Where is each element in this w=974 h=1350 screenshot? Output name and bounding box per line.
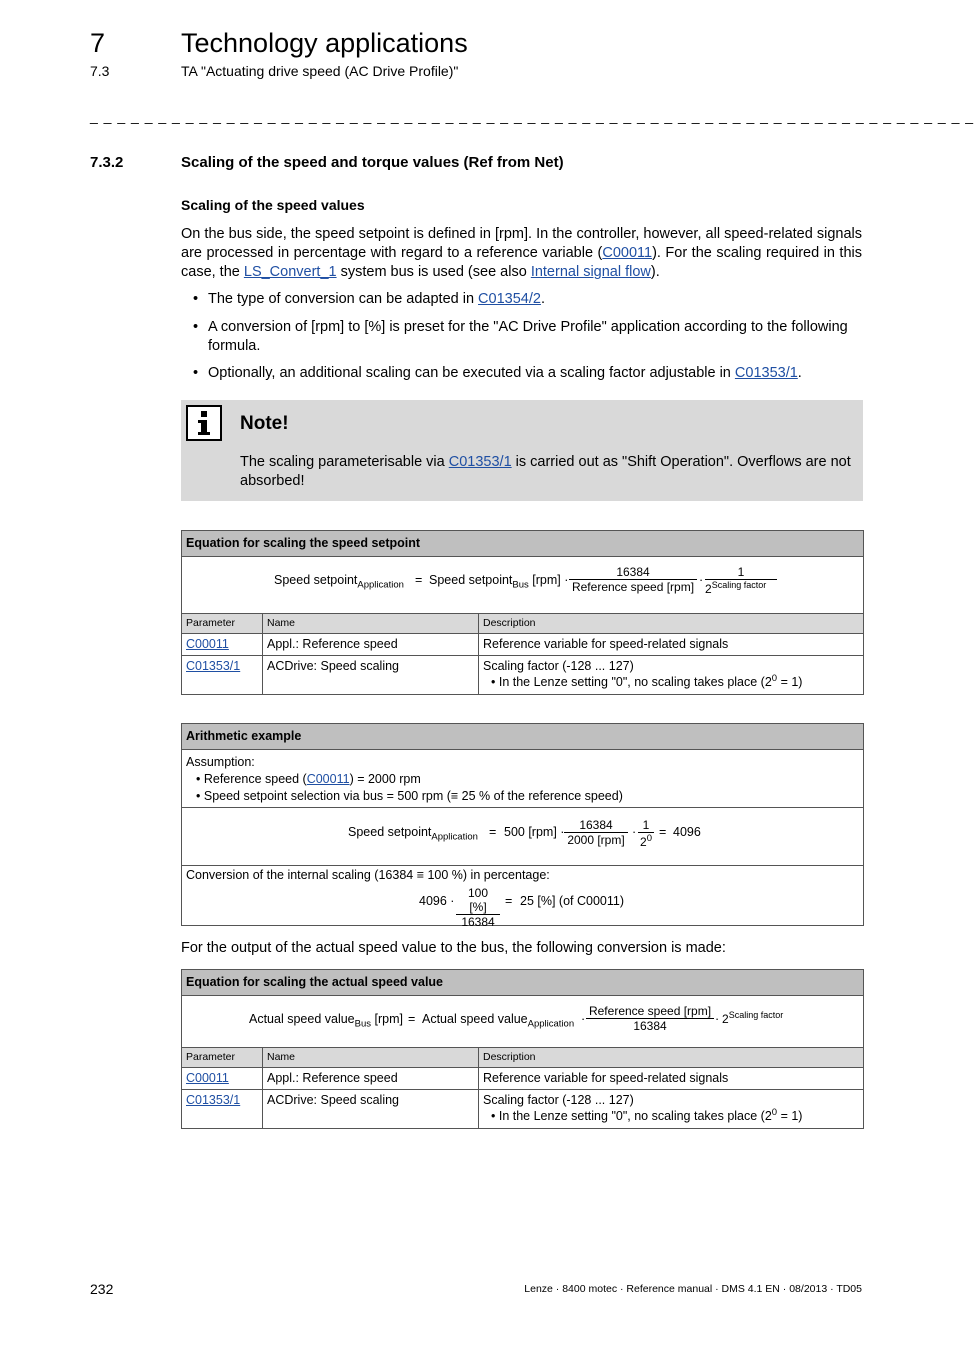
bullet-dot: •	[193, 365, 199, 381]
output-paragraph: For the output of the actual speed value to the bus, the following conversion is made:	[181, 940, 726, 956]
header-cell: Description	[479, 1048, 864, 1068]
denominator: Reference speed [rpm]	[571, 580, 695, 594]
lhs-unit: [rpm]	[374, 1012, 403, 1026]
bullet-text: Optionally, an additional scaling can be executed via a scaling factor adjustable in	[208, 365, 735, 381]
denominator-base: 2	[640, 835, 647, 849]
bullet-text: The type of conversion can be adapted in	[208, 291, 479, 307]
chapter-number: 7	[90, 28, 106, 58]
table-row	[182, 1068, 863, 1090]
rhs-text: Speed setpoint	[429, 573, 513, 587]
rhs-unit: [rpm] ·	[532, 573, 569, 587]
dot-operator: ·	[715, 1012, 720, 1026]
note-text	[240, 453, 852, 491]
example-formula	[182, 808, 863, 866]
fraction-1	[564, 818, 628, 847]
intro-text-3: system bus is used (see also	[336, 264, 531, 280]
fraction-2	[638, 818, 654, 849]
denominator-exponent: 0	[646, 833, 652, 844]
subsection-number: 7.3.2	[90, 154, 124, 171]
denominator-exponent: Scaling factor	[711, 580, 767, 590]
scaling-power	[722, 1010, 783, 1026]
header-cell: Parameter	[182, 1048, 263, 1068]
formula-lhs	[249, 1012, 403, 1030]
denominator: 16384	[633, 1019, 667, 1033]
parameter-table	[182, 614, 863, 694]
header-cell: Name	[263, 1048, 479, 1068]
intro-text-4: ).	[650, 264, 660, 280]
link-c01353-1[interactable]: C01353/1	[448, 454, 512, 470]
link-c00011[interactable]: C00011	[186, 1071, 229, 1085]
formula-rhs	[429, 573, 568, 591]
desc-bullet: • In the Lenze setting "0", no scaling takes place $(2^0 = 1)$	[491, 673, 803, 690]
desc-bullet-end: = 1)	[777, 675, 803, 690]
intro-text-2: ). For the scaling required in this case, the	[181, 245, 862, 280]
lhs-sub: Bus	[354, 1018, 372, 1030]
power-exponent: Scaling factor	[728, 1010, 784, 1020]
speed-setpoint-table	[181, 530, 864, 695]
rhs-sub: Bus	[512, 579, 529, 591]
lhs-sub: Application	[431, 831, 478, 843]
formula	[182, 557, 863, 614]
rhs-sub: Application	[527, 1018, 575, 1030]
bullet-dot: •	[193, 319, 199, 335]
equals-sign: =	[415, 573, 423, 587]
arithmetic-example-table	[181, 723, 864, 929]
name-cell: ACDrive: Speed scaling	[263, 656, 479, 695]
param-cell	[182, 1068, 263, 1090]
lhs-text: Actual speed value	[249, 1012, 355, 1026]
note-title: Note!	[240, 413, 289, 434]
header-separator: _ _ _ _ _ _ _ _ _ _ _ _ _ _ _ _ _ _ _ _ _ _ _ _ _ _ _ _ _ _ _ _ _ _ _ _ _ _ _ _ _ _ _ _ _ _ _ _ _ _ _ _ _ _ _ _ _ _ _ _ _ _ _ _ _	[90, 108, 974, 124]
formula	[182, 996, 863, 1048]
link-c00011[interactable]: C00011	[186, 637, 229, 651]
conversion-fraction	[456, 886, 500, 929]
exponent: 0	[771, 1107, 778, 1118]
link-ls-convert[interactable]: LS_Convert_1	[243, 264, 337, 280]
lhs-text: Speed setpoint	[348, 825, 432, 839]
link-internal-signal-flow[interactable]: Internal signal flow	[530, 264, 651, 280]
table-row	[182, 656, 863, 695]
assumption-bullet: • Speed setpoint selection via bus = 500 rpm (≡ 25 % of the reference speed)	[196, 789, 623, 803]
param-cell	[182, 1090, 263, 1129]
table-header-row	[182, 1048, 863, 1068]
denominator: 2000 [rpm]	[567, 833, 625, 847]
header-cell: Parameter	[182, 614, 263, 634]
chapter-title: Technology applications	[181, 28, 468, 58]
desc-cell	[479, 1090, 864, 1129]
desc-line: Scaling factor (-128 ... 127)	[483, 659, 634, 673]
numerator: Reference speed [rpm]	[586, 1004, 714, 1019]
formula-value: 500 [rpm] ·	[504, 825, 565, 839]
numerator: 16384	[569, 565, 697, 580]
equals-sign: =	[408, 1012, 416, 1026]
formula-rhs	[422, 1012, 574, 1030]
link-c01353-1[interactable]: C01353/1	[186, 1093, 241, 1107]
link-c01353-1[interactable]: C01353/1	[734, 365, 798, 381]
name-cell: Appl.: Reference speed	[263, 1068, 479, 1090]
subheading: Scaling of the speed values	[181, 197, 365, 213]
link-c00011[interactable]: C00011	[602, 245, 653, 261]
equals-sign: =	[505, 894, 513, 908]
table-row	[182, 1090, 863, 1129]
info-icon	[186, 405, 222, 441]
dot-operator: ·	[699, 573, 704, 587]
actual-speed-table	[181, 969, 864, 1129]
subsection-title: Scaling of the speed and torque values (Ref from Net)	[181, 154, 564, 171]
conversion-value: 4096 ·	[419, 894, 455, 908]
bullet-dot: •	[193, 291, 199, 307]
lhs-text: Speed setpoint	[274, 573, 358, 587]
conversion-text: Conversion of the internal scaling (16384 ≡ 100 %) in percentage:	[186, 868, 550, 882]
table-header-row	[182, 614, 863, 634]
name-cell: ACDrive: Speed scaling	[263, 1090, 479, 1129]
section-title: TA "Actuating drive speed (AC Drive Profile)"	[181, 63, 459, 79]
note-text-1: The scaling parameterisable via	[240, 454, 449, 470]
assumption-text: Speed setpoint selection via bus = 500 rpm (≡ 25 % of the reference speed)	[203, 789, 623, 803]
table-title: Equation for scaling the speed setpoint	[182, 531, 863, 557]
link-c01353-1[interactable]: C01353/1	[186, 659, 241, 673]
conversion-cell	[182, 866, 863, 929]
conversion-result: 25 [%] (of C00011)	[520, 894, 624, 908]
desc-bullet: • In the Lenze setting "0", no scaling takes place $(2^0 = 1)$	[491, 1107, 803, 1124]
bullet-after: .	[797, 365, 802, 381]
formula-lhs	[274, 573, 404, 591]
dot-operator: ·	[632, 825, 637, 839]
intro-text-1: On the bus side, the speed setpoint is defined in [rpm]. In the controller, however, all speed-related signals are processed in percentage with regard to a reference variable (	[181, 226, 862, 261]
rhs-text: Actual speed value	[422, 1012, 528, 1026]
power-base: 2	[722, 1012, 729, 1026]
bullet-after: .	[540, 291, 545, 307]
equals-sign: =	[489, 825, 497, 839]
footer-text: Lenze · 8400 motec · Reference manual · DMS 4.1 EN · 08/2013 · TD05	[524, 1283, 862, 1295]
link-c00011[interactable]: C00011	[306, 772, 350, 786]
assumption-text: ) = 2000 rpm	[349, 772, 421, 786]
note-box	[181, 400, 863, 501]
table-title: Equation for scaling the actual speed value	[182, 970, 863, 996]
note-text-2: is carried out as "Shift Operation". Overflows are not absorbed!	[240, 454, 851, 489]
assumption-cell	[182, 750, 863, 808]
table-row	[182, 634, 863, 656]
fraction	[586, 1004, 714, 1033]
intro-paragraph	[181, 225, 862, 282]
fraction-1	[569, 565, 697, 594]
formula-result: 4096	[673, 825, 701, 839]
parameter-table	[182, 1048, 863, 1128]
assumption-label: Assumption:	[186, 755, 255, 769]
denominator: 16384	[461, 915, 495, 929]
desc-bullet-text: In the Lenze setting "0", no scaling takes place (2	[498, 1109, 772, 1124]
page-number: 232	[90, 1281, 114, 1297]
header-cell: Name	[263, 614, 479, 634]
section-number: 7.3	[90, 63, 110, 79]
desc-bullet-end: = 1)	[777, 1109, 803, 1124]
table-title: Arithmetic example	[182, 724, 863, 750]
param-cell	[182, 656, 263, 695]
desc-cell: Reference variable for speed-related signals	[479, 634, 864, 656]
desc-cell	[479, 656, 864, 695]
name-cell: Appl.: Reference speed	[263, 634, 479, 656]
lhs-sub: Application	[357, 579, 404, 591]
numerator: 1	[705, 565, 777, 580]
assumption-bullet: • Reference speed (C00011) = 2000 rpm	[196, 772, 421, 786]
numerator: 100 [%]	[456, 886, 500, 915]
numerator: 16384	[564, 818, 628, 833]
dot-operator: ·	[581, 1012, 586, 1026]
desc-bullet-text: In the Lenze setting "0", no scaling takes place (2	[498, 675, 772, 690]
assumption-text: Reference speed (	[203, 772, 307, 786]
formula-lhs	[348, 825, 478, 843]
link-c01354-2[interactable]: C01354/2	[478, 291, 541, 307]
equals-sign: =	[659, 825, 667, 839]
desc-cell: Reference variable for speed-related signals	[479, 1068, 864, 1090]
bullet-text: A conversion of [rpm] to [%] is preset for the "AC Drive Profile" application according to the following formula.	[208, 319, 848, 354]
denominator-base: 2	[705, 582, 712, 596]
numerator: 1	[638, 818, 654, 833]
header-cell: Description	[479, 614, 864, 634]
desc-line: Scaling factor (-128 ... 127)	[483, 1093, 634, 1107]
param-cell	[182, 634, 263, 656]
exponent: 0	[771, 673, 778, 684]
fraction-2	[705, 565, 777, 596]
